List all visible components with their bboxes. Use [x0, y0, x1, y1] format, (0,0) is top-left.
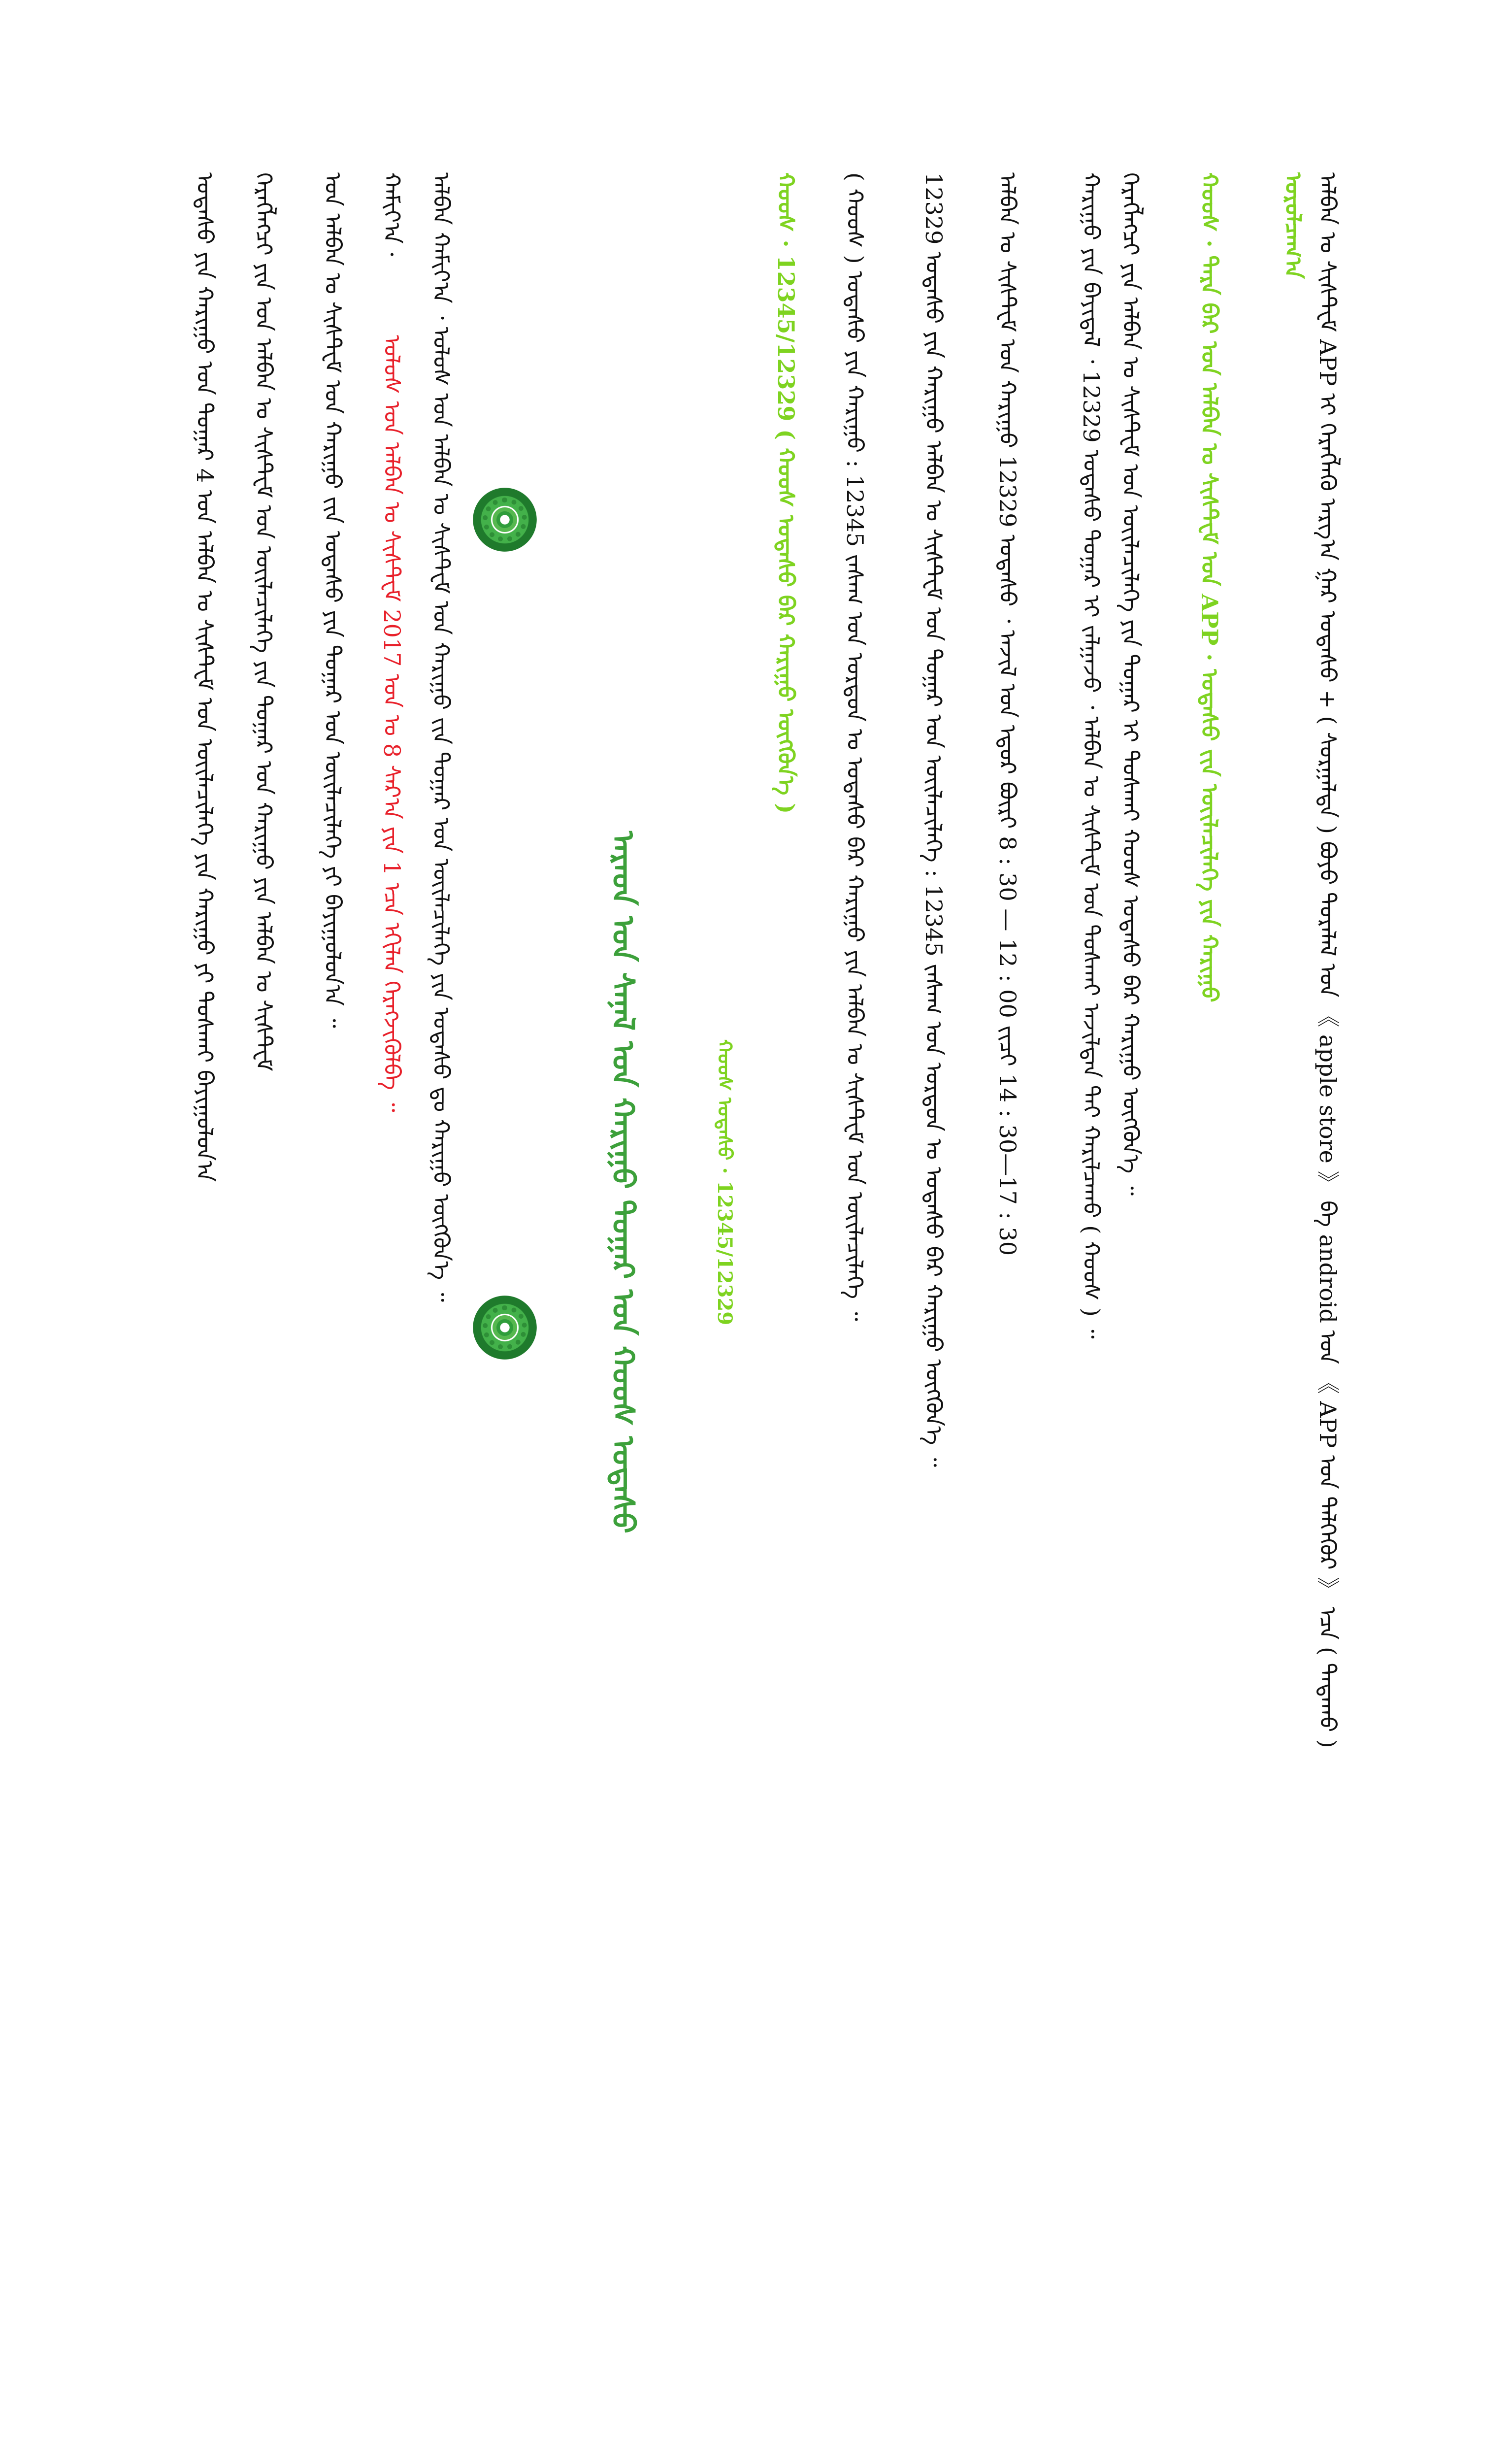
- column-text: ᠬᠠᠮᠢᠶ᠎ᠠ ·: [379, 172, 405, 259]
- ornament-bottom-icon: [473, 1296, 537, 1360]
- text-column-7: [916, 172, 951, 2463]
- text-column-11: [374, 172, 409, 320]
- column-text-highlight: ᠣᠷᠣᠯᠴᠠᠭ᠎ᠠ: [1280, 172, 1307, 279]
- column-text: ᠤᠲᠠᠰᠤ ᠶᠢᠨ ᠬᠠᠷᠢᠭᠤ ᠤᠨ ᠳᠤᠭᠠᠷ 4 ᠤᠨ ᠠᠯᠪᠠᠨ ᠤ ᠰᠢᠰᠲ᠋ᠧᠮ ᠤᠨ ᠦᠢᠯᠡᠴᠢᠯᠡᠭᠡ ᠶᠢᠨ ᠬᠠᠷᠢᠭᠤ ᠶᠢ ᠲᠤᠰᠬᠠᠢ ᠪᠠᠶᠢᠭᠤᠯᠤᠨ᠎ᠠ: [192, 172, 218, 1182]
- text-column-5: [1074, 172, 1108, 2463]
- column-text: ᠠᠯᠪᠠᠨ ᠤ ᠰᠢᠰᠲ᠋ᠧᠮ APP ᠢ ᠬᠡᠷᠡᠭᠯᠡᠬᠦ ᠠᠷᠭ᠎ᠠ ᠭᠠᠷ ᠤᠲᠠᠰᠤ + ( ᠰᠤᠷᠭᠠᠯᠲᠠ ) ᠪᠤᠶᠤ ᠳᠤᠷᠠᠯᠠᠯ ᠤᠨ 《 apple store 》 ᠪᠠ android ᠤᠨ 《 APP ᠤᠨ ᠳᠡᠯᠭᠡᠭᠦᠷ 》 ᠡᠴᠡ ( ᠲᠠᠲᠠᠬᠤ ): [1315, 172, 1341, 1748]
- column-text: ᠬᠠᠷᠢᠭᠤ ᠶᠢᠨ ᠪᠠᠶᠢᠳᠠᠯ ᠂ 12329 ᠤᠲᠠᠰᠤ ᠳᠤᠭᠠᠷ ᠢ ᠵᠠᠯᠭᠠᠵᠤ ᠂ ᠠᠯᠪᠠᠨ ᠤ ᠰᠢᠰᠲ᠋ᠧᠮ ᠤᠨ ᠳᠤᠰᠬᠠᠢ ᠠᠵᠢᠯᠲᠠᠨ ᠲᠠᠢ ᠬᠠᠷᠢᠯᠴᠠᠬᠤ ( ᠬᠤᠤᠰ ) ᠃: [1078, 172, 1105, 1339]
- title-text: ᠠᠷᠠᠳ ᠤᠨ ᠰᠠᠨᠠᠯ ᠤᠨ ᠬᠠᠷᠢᠭᠤ ᠳᠤᠭᠠᠷ ᠤᠨ ᠬᠤᠤᠰ ᠤᠲᠠᠰᠤ: [605, 831, 641, 1533]
- text-column-6: [990, 172, 1024, 2463]
- section-subtitle: [708, 714, 738, 1650]
- text-column-9: [768, 172, 803, 2463]
- text-column-15: [187, 172, 222, 2463]
- text-column-14: [246, 172, 281, 2463]
- column-text: ᠠᠯᠪᠠᠨ ᠬᠠᠮᠢᠶ᠎ᠠ ᠂ ᠤᠯᠤᠰ ᠤᠨ ᠠᠯᠪᠠᠨ ᠤ ᠰᠢᠰᠲ᠋ᠧᠮ ᠤᠨ ᠬᠠᠷᠢᠭᠤ ᠵᠢᠨ ᠳᠤᠭᠠᠷ ᠤᠨ ᠦᠢᠯᠡᠴᠢᠯᠡᠭᠡ ᠶᠢᠨ ᠤᠲᠠᠰᠤ ᠳᠤ ᠬᠠᠷᠢᠭᠤ ᠦᠭᠭᠦᠨ᠎ᠡ ᠃: [428, 172, 455, 1302]
- text-column-2: [1276, 172, 1310, 320]
- column-text: 12329 ᠤᠲᠠᠰᠤ ᠶᠢᠨ ᠬᠠᠷᠢᠭᠤ ᠠᠯᠪᠠᠨ ᠤ ᠰᠢᠰᠲ᠋ᠧᠮ ᠤᠨ ᠳᠤᠭᠠᠷ ᠤᠨ ᠦᠢᠯᠡᠴᠢᠯᠡᠭᠡ : 12345 ᠵᠠᠰᠠᠭ ᠤᠨ ᠣᠷᠳᠤᠨ ᠤ ᠤᠲᠠᠰᠤ ᠪᠡᠷ ᠬᠠᠷᠢᠭᠤ ᠦᠭᠭᠦᠨ᠎ᠡ ᠃: [920, 172, 947, 1467]
- column-text: ᠠᠯᠪᠠᠨ ᠤ ᠰᠢᠰᠲ᠋ᠧᠮ ᠤᠨ ᠬᠠᠷᠢᠭᠤ 12329 ᠤᠲᠠᠰᠤ ᠂ ᠠᠵᠢᠯ ᠤᠨ ᠡᠳᠦᠷ ᠪᠦᠷᠢ 8 : 30 — 12 : 00 ᠵᠢᠴᠢ 14 : 30—17 : 30: [994, 172, 1021, 1256]
- column-text-highlight: ᠬᠤᠤᠰ · 12345/12329 ( ᠬᠤᠤᠰ ᠤᠲᠠᠰᠤ ᠪᠡᠷ ᠬᠠᠷᠢᠭᠤ ᠦᠭᠭᠦᠨ᠎ᠡ ): [773, 172, 799, 814]
- column-text-red: ᠤᠯᠤᠰ ᠤᠨ ᠠᠯᠪᠠᠨ ᠤ ᠰᠢᠰᠲ᠋ᠧᠮ 2017 ᠤᠨ ᠤ 8 ᠰᠠᠷ᠎ᠠ ᠶᠢᠨ 1 ᠡᠴᠡ ᠡᠬᠢᠯᠡᠨ ᠬᠡᠷᠡᠭᠵᠢᠭᠦᠯᠪᠡ ᠃: [379, 335, 405, 1112]
- section-title: [601, 517, 645, 1847]
- column-text-highlight: ᠬᠤᠤᠰ · ᠲᠡᠷᠡ ᠪᠡᠷ ᠤᠨ ᠠᠯᠪᠠᠨ ᠤ ᠰᠢᠰᠲ᠋ᠧᠮ ᠤᠨ APP · ᠤᠲᠠᠰᠤ ᠵᠢᠨ ᠦᠢᠯᠡᠴᠢᠯᠡᠭᠡ ᠶᠢᠨ ᠬᠠᠷᠢᠭᠤ: [1196, 172, 1223, 1002]
- text-column-8: [837, 172, 872, 2463]
- column-text: ( ᠬᠤᠤᠰ ) ᠤᠲᠠᠰᠤ ᠶᠢᠨ ᠬᠠᠷᠢᠭᠤ : 12345 ᠵᠠᠰᠠᠭ ᠤᠨ ᠣᠷᠳᠤᠨ ᠤ ᠤᠲᠠᠰᠤ ᠪᠡᠷ ᠬᠠᠷᠢᠭᠤ ᠶᠢᠨ ᠠᠯᠪᠠᠨ ᠤ ᠰᠢᠰᠲ᠋ᠧᠮ ᠤᠨ ᠦᠢᠯᠡᠴᠢᠯᠡᠭᠡ ᠃: [842, 172, 868, 1321]
- subtitle-text: ᠬᠤᠤᠰ ᠤᠲᠠᠰᠤ · 12345/12329: [713, 1039, 736, 1326]
- column-text: ᠤᠨ ᠠᠯᠪᠠᠨ ᠤ ᠰᠢᠰᠲ᠋ᠧᠮ ᠤᠨ ᠬᠠᠷᠢᠭᠤ ᠵᠢᠨ ᠤᠲᠠᠰᠤ ᠶᠢᠨ ᠳᠤᠭᠠᠷ ᠤᠨ ᠦᠢᠯᠡᠴᠢᠯᠡᠭᠡ ᠶᠢ ᠪᠠᠶᠢᠭᠤᠯᠤᠨ᠎ᠠ ᠃: [320, 172, 346, 1028]
- text-column-13: [315, 172, 350, 2463]
- text-column-4: [1113, 172, 1148, 2463]
- ornament-top-icon: [473, 488, 537, 552]
- column-text: ᠬᠡᠷᠡᠭᠯᠡᠭᠴᠢ ᠶᠢᠨ ᠠᠯᠪᠠᠨ ᠤ ᠰᠢᠰᠲ᠋ᠧᠮ ᠤᠨ ᠦᠢᠯᠡᠴᠢᠯᠡᠭᠡ ᠶᠢᠨ ᠳᠤᠭᠠᠷ ᠢ ᠲᠤᠰᠬᠠᠢ ᠬᠤᠤᠰ ᠤᠲᠠᠰᠤ ᠪᠠᠷ ᠬᠠᠷᠢᠭᠤ ᠦᠭᠭᠦᠨ᠎ᠡ ᠃: [1118, 172, 1144, 1196]
- text-column-12: [374, 335, 409, 2305]
- text-column-3: [1192, 172, 1226, 2463]
- text-column-1: [1310, 172, 1345, 2463]
- column-text: ᠬᠡᠷᠡᠭᠯᠡᠭᠴᠢ ᠶᠢᠨ ᠤᠨ ᠠᠯᠪᠠᠨ ᠤ ᠰᠢᠰᠲ᠋ᠧᠮ ᠤᠨ ᠦᠢᠯᠡᠴᠢᠯᠡᠭᠡ ᠶᠢᠨ ᠳᠤᠭᠠᠷ ᠤᠨ ᠬᠠᠷᠢᠭᠤ ᠶᠢᠨ ᠠᠯᠪᠠᠨ ᠤ ᠰᠢᠰᠲ᠋ᠧᠮ: [251, 172, 277, 1071]
- text-column-10: [424, 172, 458, 2463]
